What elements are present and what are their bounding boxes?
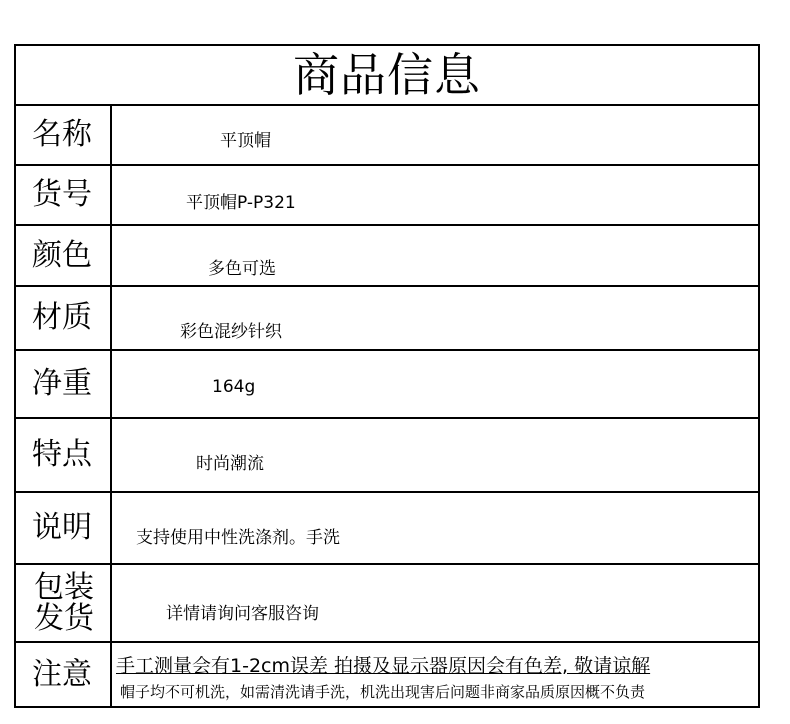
row-value-cell — [112, 643, 758, 707]
notice-line-1: 手工测量会有1-2cm误差 拍摄及显示器原因会有色差, 敬请谅解 — [116, 655, 651, 677]
row-label — [16, 565, 112, 641]
row-material — [16, 287, 758, 351]
row-value-cell — [112, 351, 758, 417]
row-name — [16, 106, 758, 166]
row-value-cell — [112, 493, 758, 563]
row-value-cell — [112, 106, 758, 164]
row-label: 特点 — [16, 419, 112, 491]
row-value: 平顶帽P-P321 — [186, 193, 296, 213]
row-label: 净重 — [16, 351, 112, 417]
row-value: 平顶帽 — [220, 131, 271, 151]
row-color — [16, 226, 758, 287]
row-instructions — [16, 493, 758, 565]
row-net-weight — [16, 351, 758, 419]
row-value-cell — [112, 226, 758, 285]
row-packaging-shipping — [16, 565, 758, 643]
row-value-cell — [112, 166, 758, 224]
row-value: 支持使用中性洗涤剂。手洗 — [136, 528, 340, 548]
row-item-number — [16, 166, 758, 226]
row-label: 材质 — [16, 287, 112, 349]
row-value-cell — [112, 287, 758, 349]
row-value: 多色可选 — [208, 259, 276, 279]
row-label: 注意 — [16, 643, 112, 707]
row-label: 名称 — [16, 106, 112, 164]
row-value: 时尚潮流 — [196, 454, 264, 474]
notice-line-2: 帽子均不可机洗，如需清洗请手洗，机洗出现害后问题非商家品质原因概不负责 — [120, 683, 646, 701]
row-label: 货号 — [16, 166, 112, 224]
row-label: 说明 — [16, 493, 112, 563]
row-value-cell — [112, 419, 758, 491]
row-label: 颜色 — [16, 226, 112, 285]
product-info-table — [14, 44, 760, 708]
row-features — [16, 419, 758, 493]
row-value: 彩色混纱针织 — [180, 322, 282, 342]
row-notice — [16, 643, 758, 707]
row-value: 164g — [212, 377, 256, 397]
row-value-cell — [112, 565, 758, 641]
table-title: 商品信息 — [16, 46, 758, 106]
row-label-line1: 包装 — [34, 569, 94, 605]
row-value: 详情请询问客服咨询 — [166, 604, 319, 624]
row-label-line2: 发货 — [34, 601, 94, 636]
